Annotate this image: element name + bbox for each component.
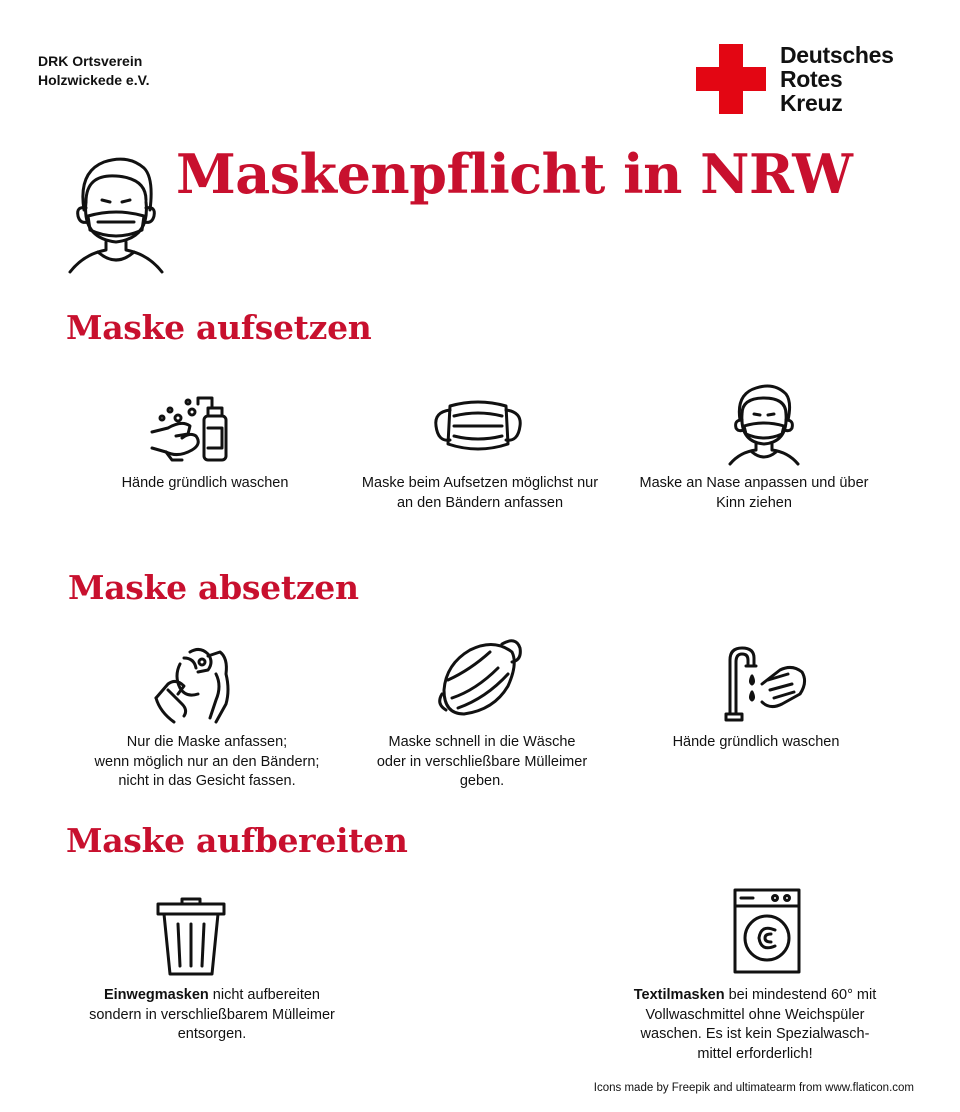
faucet-hand-icon bbox=[722, 644, 810, 722]
caption-line: Nur die Maske anfassen; bbox=[126, 734, 288, 750]
step-caption bbox=[80, 474, 330, 494]
washing-machine-icon bbox=[733, 888, 801, 974]
step-caption bbox=[70, 733, 344, 792]
einweg-bold: Einwegmasken bbox=[103, 987, 209, 1003]
icon-credit: Icons made by Freepik and ultimatearm from www.flaticon.com bbox=[593, 1082, 914, 1094]
einweg-caption bbox=[62, 986, 362, 1045]
section-title-aufbereiten: Maske aufbereiten bbox=[66, 821, 408, 860]
caption-line: an den Bändern anfassen bbox=[396, 494, 564, 511]
caption-line: Maske schnell in die Wäsche bbox=[388, 734, 576, 750]
caption-line: mittel erforderlich! bbox=[697, 1045, 813, 1062]
logo-line1: Deutsches bbox=[780, 42, 894, 68]
caption-line: sondern in verschließbarem Mülleimer bbox=[89, 1006, 335, 1023]
caption-line: waschen. Es ist kein Spezialwasch- bbox=[640, 1026, 870, 1042]
caption-line: Hände gründlich waschen bbox=[672, 734, 840, 750]
org-name-line2: Holzwickede e.V. bbox=[38, 72, 150, 88]
hand-washing-icon bbox=[148, 388, 232, 468]
face-mask-icon bbox=[432, 400, 524, 452]
step-caption bbox=[358, 733, 606, 792]
logo-line3: Kreuz bbox=[780, 90, 843, 116]
einweg-rest: nicht aufbereiten bbox=[208, 987, 320, 1003]
step-caption bbox=[636, 733, 876, 753]
caption-line: Maske beim Aufsetzen möglichst nur bbox=[361, 475, 599, 491]
caption-line bbox=[604, 986, 906, 1006]
org-name-line1: DRK Ortsverein bbox=[38, 53, 143, 69]
textil-bold: Textilmasken bbox=[633, 987, 725, 1003]
section-title-aufsetzen: Maske aufsetzen bbox=[66, 308, 372, 347]
caption-line: wenn möglich nur an den Bändern; bbox=[94, 753, 320, 770]
folded-mask-icon bbox=[436, 634, 524, 720]
logo-wordmark bbox=[780, 43, 894, 115]
org-name bbox=[38, 52, 150, 90]
caption-line: entsorgen. bbox=[177, 1026, 247, 1042]
section-title-absetzen: Maske absetzen bbox=[68, 568, 359, 607]
caption-line: Kinn ziehen bbox=[716, 494, 792, 511]
hands-removing-mask-icon bbox=[150, 644, 236, 726]
trash-can-icon bbox=[156, 896, 226, 978]
textil-caption bbox=[604, 986, 906, 1064]
caption-line: geben. bbox=[459, 773, 505, 789]
logo-line2: Rotes bbox=[780, 66, 843, 92]
masked-person-icon bbox=[64, 150, 168, 274]
caption-line bbox=[62, 986, 362, 1006]
step-caption bbox=[340, 474, 620, 513]
page-title: Maskenpflicht in NRW bbox=[176, 142, 853, 206]
textil-rest: bei mindestend 60° mit bbox=[724, 987, 877, 1003]
caption-line: Vollwaschmittel ohne Weichspüler bbox=[645, 1006, 865, 1023]
caption-line: oder in verschließbare Mülleimer bbox=[376, 753, 588, 770]
caption-line: Maske an Nase anpassen und über bbox=[639, 475, 869, 491]
person-with-mask-icon bbox=[726, 380, 802, 466]
caption-line: nicht in das Gesicht fassen. bbox=[118, 773, 296, 789]
red-cross-icon bbox=[696, 44, 766, 114]
caption-line: Hände gründlich waschen bbox=[121, 475, 289, 491]
step-caption bbox=[620, 474, 888, 513]
drk-logo bbox=[696, 44, 926, 116]
